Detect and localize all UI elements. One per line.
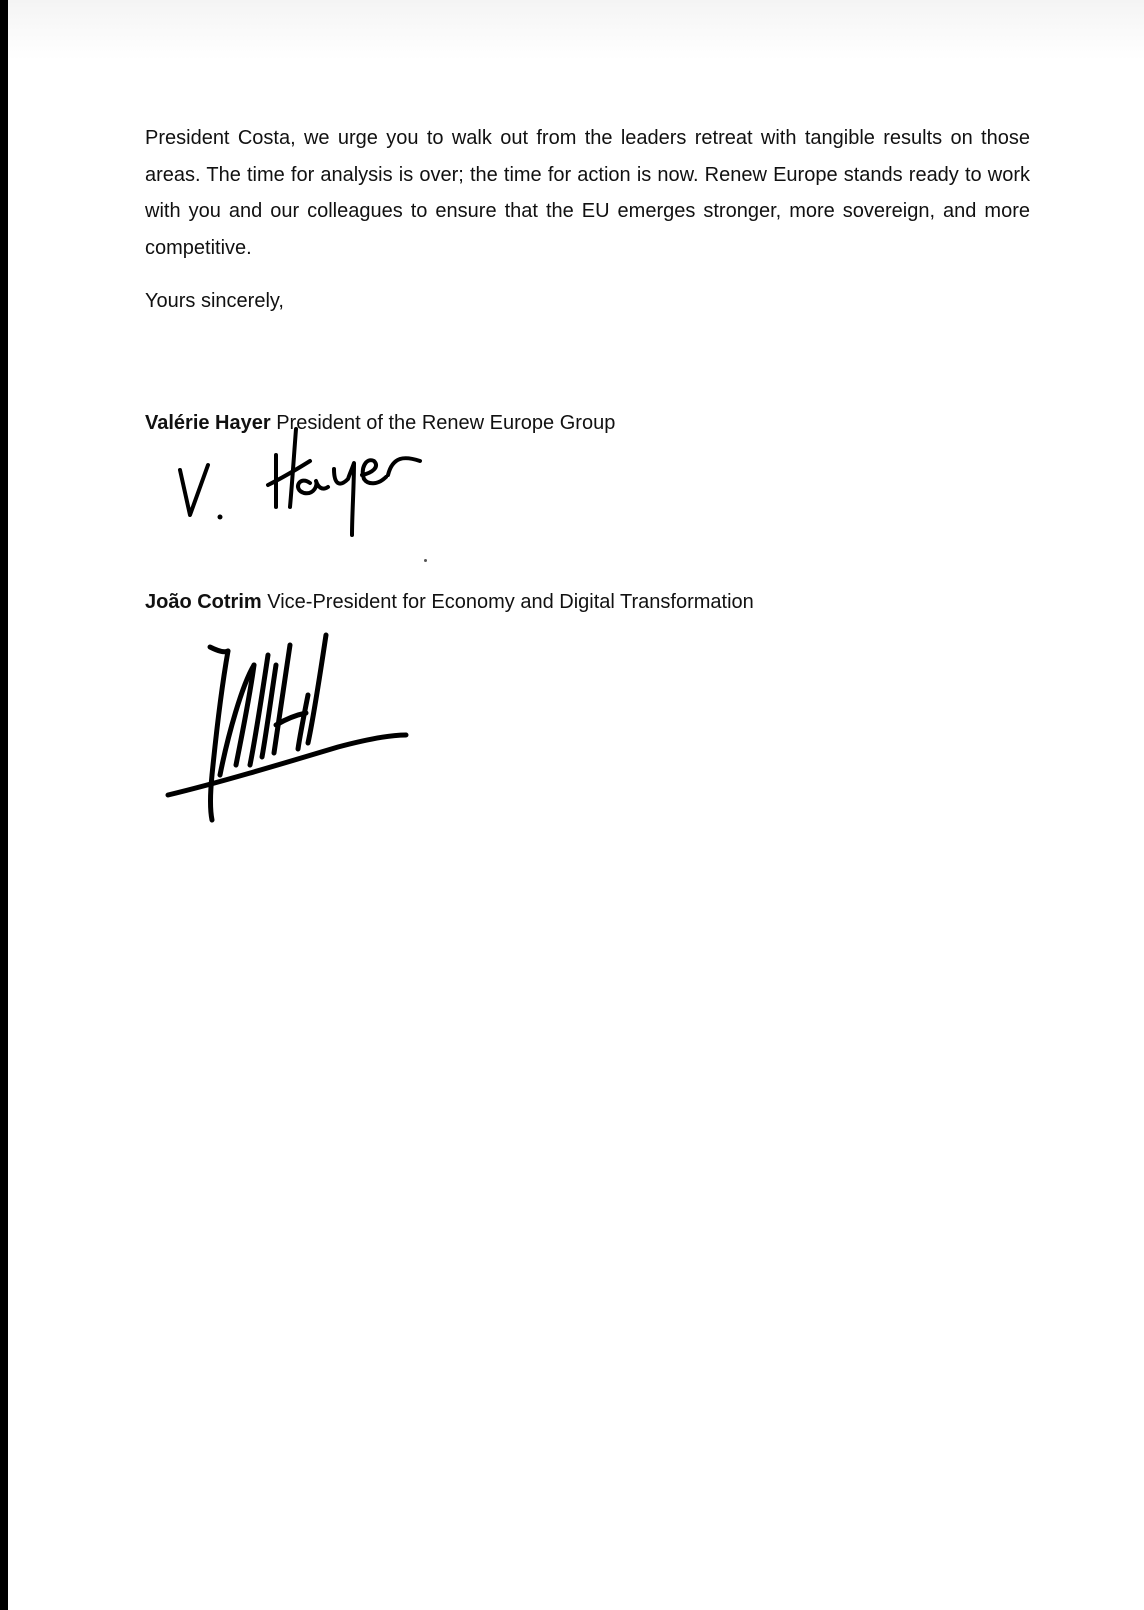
signatory-2-title: Vice-President for Economy and Digital Transformation xyxy=(267,591,754,613)
document-page xyxy=(8,0,1144,1610)
letter-body-paragraph: President Costa, we urge you to walk out from the leaders retreat with tangible results on those areas. The time for analysis is over; the time for action is now. Renew Europe stands ready to work with you and our colleagues to ensure that the EU emerges stronger, more sovereign, and more competitive. xyxy=(145,127,1030,259)
ink-speck xyxy=(424,559,427,562)
signatory-1-name: Valérie Hayer xyxy=(145,412,271,434)
signatory-2-name: João Cotrim xyxy=(145,591,262,613)
signatory-1-title: President of the Renew Europe Group xyxy=(276,412,616,434)
signature-hayer xyxy=(168,425,438,555)
page-top-shade xyxy=(8,0,1144,60)
signatory-2 xyxy=(145,591,754,614)
signature-cotrim xyxy=(158,625,423,840)
letter-closing: Yours sincerely, xyxy=(145,290,284,312)
